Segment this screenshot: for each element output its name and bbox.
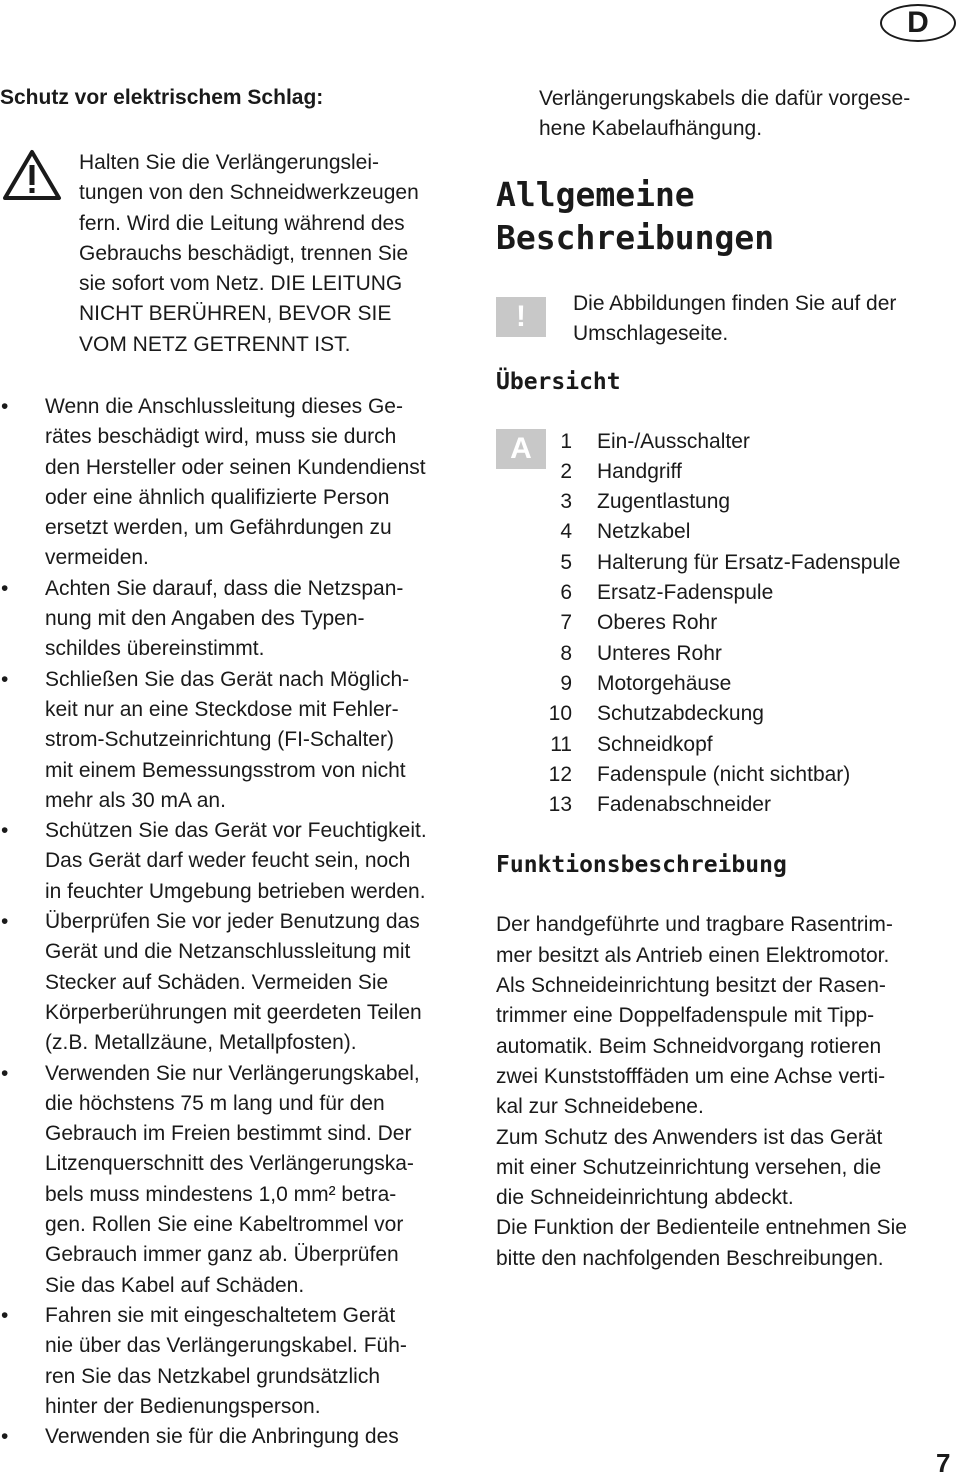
part-item [536, 548, 960, 578]
bullet-line: Fahren sie mit eingeschaltetem Gerät [45, 1303, 396, 1327]
section-title: Schutz vor elektrischem Schlag: [0, 86, 324, 109]
function-line: mit einer Schutzeinrichtung versehen, die [496, 1155, 882, 1179]
bullet-dot: • [1, 1061, 9, 1085]
function-line: die Schneideinrichtung abdeckt. [496, 1186, 794, 1210]
part-label: Fadenabschneider [597, 793, 771, 817]
main-heading-line: Beschreibungen [496, 217, 775, 257]
function-line: trimmer eine Doppelfadenspule mit Tipp- [496, 1004, 875, 1028]
function-line: Als Schneideinrichtung besitzt der Rasen- [496, 974, 886, 998]
bullet-line: den Hersteller oder seinen Kundendienst [45, 455, 426, 479]
bullet-line: Gebrauch im Freien bestimmt sind. Der [45, 1122, 412, 1146]
safety-bullet-list [0, 392, 470, 1452]
bullet-line: gen. Rollen Sie eine Kabeltrommel vor [45, 1213, 404, 1237]
bullet-dot: • [1, 819, 9, 843]
note-text [573, 289, 960, 350]
part-label: Ein-/Ausschalter [597, 429, 750, 453]
part-number: 4 [560, 520, 572, 544]
warning-line: NICHT BERÜHREN, BEVOR SIE [79, 302, 392, 326]
bullet-line: Stecker auf Schäden. Vermeiden Sie [45, 970, 389, 994]
figure-a-marker: A [496, 429, 546, 469]
part-label: Ersatz-Fadenspule [597, 581, 774, 605]
part-label: Halterung für Ersatz-Fadenspule [597, 550, 901, 574]
bullet-line: Gebrauch immer ganz ab. Überprüfen [45, 1243, 399, 1267]
part-number: 5 [560, 550, 572, 574]
bullet-line: bels muss mindestens 1,0 mm² betra- [45, 1182, 397, 1206]
part-item [536, 487, 960, 517]
note-line: Die Abbildungen finden Sie auf der [573, 291, 897, 315]
function-line: automatik. Beim Schneidvorgang rotieren [496, 1034, 882, 1058]
bullet-line: Überprüfen Sie vor jeder Benutzung das [45, 910, 420, 934]
continuation-line: Verlängerungskabels die dafür vorgese- [539, 87, 911, 110]
parts-list [496, 427, 960, 821]
bullet-line: nie über das Verlängerungskabel. Füh- [45, 1334, 407, 1358]
part-label: Netzkabel [597, 520, 691, 544]
bullet-line: Gerät und die Netzanschlussleitung mit [45, 940, 411, 964]
function-line: Die Funktion der Bedienteile entnehmen Sie [496, 1216, 907, 1240]
bullet-line: ren Sie das Netzkabel grundsätzlich [45, 1364, 381, 1388]
part-label: Oberes Rohr [597, 611, 718, 635]
language-badge: D [880, 4, 956, 42]
bullet-line: rätes beschädigt wird, muss sie durch [45, 425, 397, 449]
part-number: 1 [560, 429, 572, 453]
bullet-line: hinter der Bedienungsperson. [45, 1394, 321, 1418]
bullet-dot: • [1, 576, 9, 600]
warning-line: Halten Sie die Verlängerungslei- [79, 151, 380, 174]
part-number: 9 [560, 671, 572, 695]
function-description [496, 910, 960, 1274]
warning-line: fern. Wird die Leitung während des [79, 211, 405, 235]
note-line: Umschlageseite. [573, 321, 729, 345]
bullet-dot: • [1, 910, 9, 934]
bullet-line: in feuchter Umgebung betrieben werden. [45, 879, 426, 903]
bullet-dot: • [1, 1303, 9, 1327]
safety-bullet-item [0, 665, 470, 816]
part-item [536, 427, 960, 457]
bullet-dot: • [1, 667, 9, 691]
safety-bullet-item [0, 574, 470, 665]
part-number: 11 [550, 732, 572, 756]
continuation-line: hene Kabelaufhängung. [539, 117, 763, 141]
part-label: Handgriff [597, 459, 682, 483]
part-item [536, 639, 960, 669]
part-number: 8 [560, 641, 572, 665]
bullet-dot: • [1, 395, 9, 418]
part-label: Fadenspule (nicht sichtbar) [597, 762, 851, 786]
part-label: Schutzabdeckung [597, 702, 764, 726]
part-label: Unteres Rohr [597, 641, 722, 665]
bullet-line: Litzenquerschnitt des Verlängerungska- [45, 1152, 414, 1176]
bullet-line: strom-Schutzeinrichtung (FI-Schalter) [45, 728, 394, 752]
bullet-line: die höchstens 75 m lang und für den [45, 1091, 385, 1115]
warning-line: Gebrauchs beschädigt, trennen Sie [79, 241, 409, 265]
safety-bullet-item [0, 816, 470, 907]
warning-line: tungen von den Schneidwerkzeugen [79, 181, 419, 205]
warning-block [0, 148, 470, 358]
bullet-line: vermeiden. [45, 546, 149, 570]
bullet-line: Achten Sie darauf, dass die Netzspan- [45, 576, 404, 600]
warning-text [79, 148, 469, 360]
function-line: Zum Schutz des Anwenders ist das Gerät [496, 1125, 883, 1149]
bullet-line: mit einem Bemessungsstrom von nicht [45, 758, 406, 782]
safety-bullet-item [0, 907, 470, 1058]
part-number: 7 [560, 611, 572, 635]
part-item [536, 608, 960, 638]
part-number: 2 [560, 459, 572, 483]
parts-block [496, 427, 960, 821]
part-label: Zugentlastung [597, 490, 731, 514]
function-line: kal zur Schneidebene. [496, 1095, 704, 1119]
warning-line: sie sofort vom Netz. DIE LEITUNG [79, 272, 403, 296]
left-column [0, 84, 470, 1452]
part-item [536, 517, 960, 547]
bullet-line: schildes übereinstimmt. [45, 637, 265, 661]
bullet-line: Das Gerät darf weder feucht sein, noch [45, 849, 411, 873]
bullet-line: Körperberührungen mit geerdeten Teilen [45, 1000, 422, 1024]
part-number: 3 [560, 490, 572, 514]
part-item [536, 578, 960, 608]
part-item [536, 669, 960, 699]
bullet-line: nung mit den Angaben des Typen- [45, 607, 365, 631]
safety-bullet-item [0, 1301, 470, 1422]
bullet-line: mehr als 30 mA an. [45, 788, 226, 812]
bullet-line: oder eine ähnlich qualifizierte Person [45, 485, 390, 509]
warning-triangle-icon [2, 148, 62, 202]
part-number: 12 [548, 762, 572, 786]
safety-bullet-item [0, 1059, 470, 1301]
function-heading: Funktionsbeschreibung [496, 852, 787, 879]
part-item [536, 457, 960, 487]
main-heading [496, 173, 960, 259]
bullet-line: Schützen Sie das Gerät vor Feuchtigkeit. [45, 819, 427, 843]
part-label: Schneidkopf [597, 732, 713, 756]
bullet-line: Sie das Kabel auf Schäden. [45, 1273, 305, 1297]
exclamation-box-icon: ! [496, 297, 546, 337]
bullet-line: keit nur an eine Steckdose mit Fehler- [45, 697, 399, 721]
bullet-line: (z.B. Metallzäune, Metallpfosten). [45, 1031, 357, 1055]
part-number: 13 [548, 793, 572, 817]
part-item [536, 699, 960, 729]
part-label: Motorgehäuse [597, 671, 732, 695]
overview-heading: Übersicht [496, 368, 621, 395]
bullet-line: Verwenden sie für die Anbringung des [45, 1425, 399, 1449]
note-block [496, 289, 960, 351]
continuation-text [539, 84, 959, 145]
part-item [536, 730, 960, 760]
part-number: 6 [560, 581, 572, 605]
bullet-line: Verwenden Sie nur Verlängerungskabel, [45, 1061, 420, 1085]
function-line: bitte den nachfolgenden Beschreibungen. [496, 1246, 884, 1270]
function-line: zwei Kunststofffäden um eine Achse verti- [496, 1064, 886, 1088]
part-number: 10 [548, 702, 572, 726]
function-line: mer besitzt als Antrieb einen Elektromotor. [496, 943, 890, 967]
function-line: Der handgeführte und tragbare Rasentrim- [496, 913, 893, 937]
bullet-line: ersetzt werden, um Gefährdungen zu [45, 516, 392, 540]
safety-bullet-item [0, 1422, 470, 1452]
right-column [496, 84, 960, 1274]
warning-line: VOM NETZ GETRENNT IST. [79, 332, 351, 356]
main-heading-line: Allgemeine [496, 174, 695, 214]
bullet-line: Wenn die Anschlussleitung dieses Ge- [45, 395, 403, 418]
safety-bullet-item [0, 392, 470, 574]
part-item [536, 760, 960, 790]
part-item [536, 790, 960, 820]
bullet-dot: • [1, 1425, 9, 1449]
bullet-line: Schließen Sie das Gerät nach Möglich- [45, 667, 410, 691]
page-number: 7 [936, 1448, 951, 1478]
